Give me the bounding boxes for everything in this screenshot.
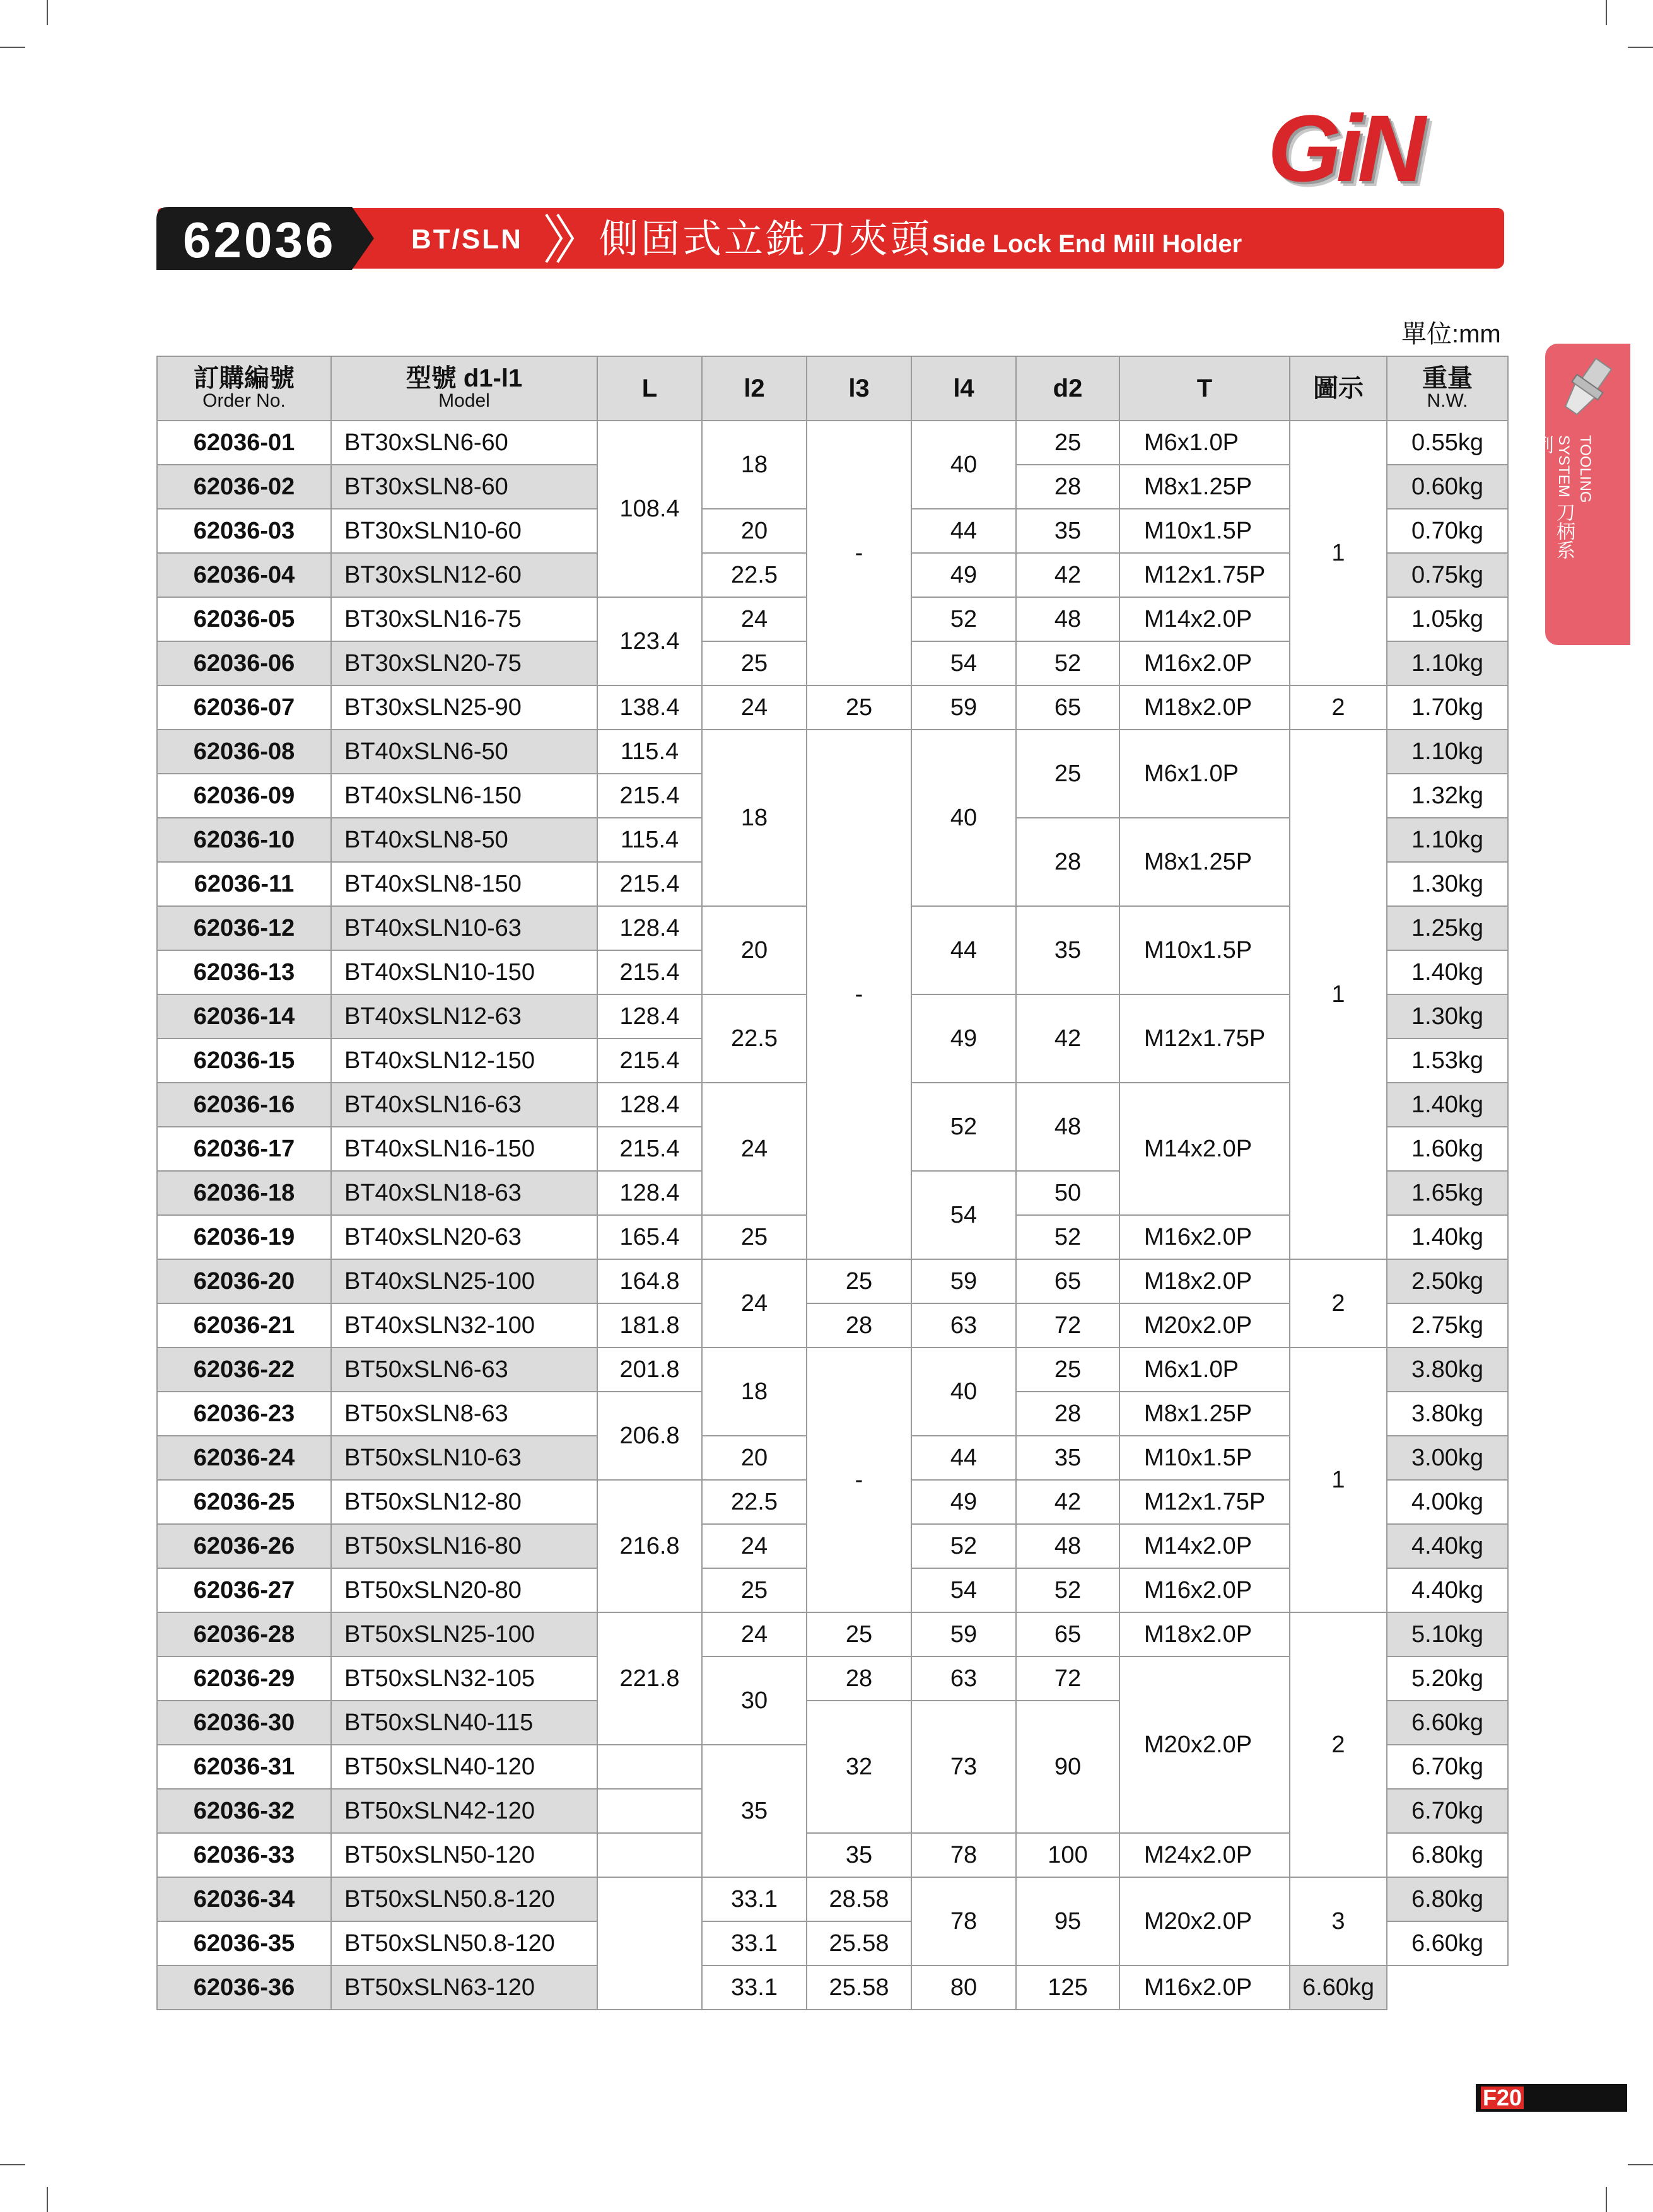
cell-l4: 52: [911, 597, 1016, 641]
cell-model: BT30xSLN8-60: [331, 465, 597, 509]
cell-model: BT50xSLN50-120: [331, 1833, 597, 1877]
cell-l4: 52: [911, 1524, 1016, 1568]
cell-weight: 6.60kg: [1387, 1921, 1508, 1965]
cell-l4: 54: [911, 1568, 1016, 1612]
cell-model: BT50xSLN8-63: [331, 1392, 597, 1436]
cell-l2: 18: [702, 730, 807, 906]
cell-d2: 25: [1016, 1348, 1119, 1392]
header-T: T: [1119, 356, 1290, 421]
cell-order-no: 62036-08: [157, 730, 331, 774]
cell-t: M16x2.0P: [1119, 1965, 1290, 2010]
cell-order-no: 62036-34: [157, 1877, 331, 1921]
table-row: [157, 1612, 1508, 1656]
header-l4: l4: [911, 356, 1016, 421]
cell-model: BT40xSLN6-150: [331, 774, 597, 818]
cell-l4: 63: [911, 1656, 1016, 1701]
cell-order-no: 62036-13: [157, 950, 331, 994]
cell-l4: 40: [911, 730, 1016, 906]
cell-weight: 6.60kg: [1290, 1965, 1387, 2010]
cell-l4: 63: [911, 1303, 1016, 1348]
cell-model: BT50xSLN6-63: [331, 1348, 597, 1392]
cell-l: [597, 1745, 702, 1789]
cell-l: [597, 1789, 702, 1833]
cell-l4: 44: [911, 906, 1016, 994]
cell-model: BT30xSLN20-75: [331, 641, 597, 685]
cell-weight: 1.30kg: [1387, 994, 1508, 1039]
product-series: BT/SLN: [411, 224, 523, 255]
cell-weight: 1.32kg: [1387, 774, 1508, 818]
cell-t: M8x1.25P: [1119, 818, 1290, 906]
cell-order-no: 62036-19: [157, 1215, 331, 1259]
cell-l: 128.4: [597, 1171, 702, 1215]
cell-l: 221.8: [597, 1612, 702, 1745]
cell-l4: 59: [911, 1259, 1016, 1303]
cell-l4: 59: [911, 685, 1016, 730]
tool-holder-icon: [1553, 352, 1622, 422]
cell-model: BT30xSLN12-60: [331, 553, 597, 597]
cell-order-no: 62036-25: [157, 1480, 331, 1524]
cell-t: M16x2.0P: [1119, 641, 1290, 685]
cell-t: M20x2.0P: [1119, 1877, 1290, 1965]
cell-weight: 6.60kg: [1387, 1701, 1508, 1745]
cell-order-no: 62036-27: [157, 1568, 331, 1612]
cell-d2: 28: [1016, 465, 1119, 509]
cell-l: 128.4: [597, 1083, 702, 1127]
cell-l2: 30: [702, 1656, 807, 1745]
cell-t: M12x1.75P: [1119, 553, 1290, 597]
cell-fig: 1: [1290, 730, 1387, 1259]
cell-order-no: 62036-02: [157, 465, 331, 509]
cell-d2: 90: [1016, 1701, 1119, 1833]
cell-l2: 24: [702, 1524, 807, 1568]
cell-d2: 52: [1016, 1568, 1119, 1612]
cell-d2: 28: [1016, 1392, 1119, 1436]
cell-l2: 22.5: [702, 1480, 807, 1524]
cell-weight: 6.70kg: [1387, 1789, 1508, 1833]
cell-l: 215.4: [597, 1039, 702, 1083]
cell-weight: 3.80kg: [1387, 1348, 1508, 1392]
cell-l2: 20: [702, 509, 807, 553]
page-number: F20: [1481, 2087, 1524, 2109]
cell-d2: 52: [1016, 641, 1119, 685]
header-d2: d2: [1016, 356, 1119, 421]
table-row: [157, 1877, 1508, 1921]
cell-model: BT50xSLN40-120: [331, 1745, 597, 1789]
cell-weight: 6.70kg: [1387, 1745, 1508, 1789]
cell-order-no: 62036-15: [157, 1039, 331, 1083]
table-header-row: [157, 356, 1508, 421]
cell-order-no: 62036-33: [157, 1833, 331, 1877]
cell-order-no: 62036-29: [157, 1656, 331, 1701]
cell-fig: 2: [1290, 685, 1387, 730]
cell-order-no: 62036-07: [157, 685, 331, 730]
cell-fig: 1: [1290, 1348, 1387, 1612]
side-tab-label: [1532, 435, 1596, 561]
table-row: [157, 685, 1508, 730]
cell-weight: 1.40kg: [1387, 1215, 1508, 1259]
cell-weight: 4.00kg: [1387, 1480, 1508, 1524]
side-tab-label-zh: 刀柄系列: [1532, 435, 1574, 560]
cell-model: BT40xSLN32-100: [331, 1303, 597, 1348]
cell-weight: 1.10kg: [1387, 641, 1508, 685]
cell-t: M16x2.0P: [1119, 1215, 1290, 1259]
cell-l3: 28: [807, 1656, 911, 1701]
cell-l: 181.8: [597, 1303, 702, 1348]
cell-model: BT40xSLN25-100: [331, 1259, 597, 1303]
cell-d2: 35: [1016, 509, 1119, 553]
cell-fig: 2: [1290, 1259, 1387, 1348]
cell-t: M18x2.0P: [1119, 1612, 1290, 1656]
table-row: [157, 1965, 1508, 2010]
cell-d2: 35: [1016, 1436, 1119, 1480]
cell-l4: 44: [911, 1436, 1016, 1480]
cell-model: BT50xSLN25-100: [331, 1612, 597, 1656]
cell-weight: 0.55kg: [1387, 421, 1508, 465]
cell-l2: 24: [702, 1612, 807, 1656]
cell-model: BT40xSLN6-50: [331, 730, 597, 774]
cell-l3: 25.58: [807, 1921, 911, 1965]
table-row: [157, 421, 1508, 465]
cell-model: BT50xSLN12-80: [331, 1480, 597, 1524]
cell-fig: 1: [1290, 421, 1387, 685]
product-title-zh: 側固式立銑刀夾頭: [599, 218, 933, 261]
cell-weight: 3.80kg: [1387, 1392, 1508, 1436]
cell-order-no: 62036-31: [157, 1745, 331, 1789]
cell-t: M14x2.0P: [1119, 1083, 1290, 1215]
cell-t: M14x2.0P: [1119, 597, 1290, 641]
cell-l3: 35: [807, 1833, 911, 1877]
cell-d2: 125: [1016, 1965, 1119, 2010]
cell-weight: 5.10kg: [1387, 1612, 1508, 1656]
cell-d2: 52: [1016, 1215, 1119, 1259]
cell-l3: 28.58: [807, 1877, 911, 1921]
table-row: [157, 730, 1508, 774]
cell-d2: 65: [1016, 1612, 1119, 1656]
cell-d2: 72: [1016, 1303, 1119, 1348]
cell-model: BT30xSLN16-75: [331, 597, 597, 641]
cell-l: 115.4: [597, 730, 702, 774]
crop-mark: [1628, 2164, 1653, 2165]
crop-mark: [0, 2164, 25, 2165]
cell-model: BT50xSLN20-80: [331, 1568, 597, 1612]
cell-l3: 25: [807, 685, 911, 730]
cell-t: M10x1.5P: [1119, 509, 1290, 553]
cell-order-no: 62036-22: [157, 1348, 331, 1392]
cell-order-no: 62036-18: [157, 1171, 331, 1215]
cell-l2: 25: [702, 1215, 807, 1259]
cell-l3: 32: [807, 1701, 911, 1833]
cell-fig: 2: [1290, 1612, 1387, 1877]
cell-weight: 1.53kg: [1387, 1039, 1508, 1083]
cell-l2: 33.1: [702, 1921, 807, 1965]
crop-mark: [1606, 2187, 1607, 2212]
cell-d2: 28: [1016, 818, 1119, 906]
cell-l: [597, 1877, 702, 2010]
cell-l2: 20: [702, 1436, 807, 1480]
cell-model: BT30xSLN6-60: [331, 421, 597, 465]
cell-l4: 54: [911, 1171, 1016, 1259]
header-model: 型號 d1-l1 Model: [331, 356, 597, 421]
cell-order-no: 62036-11: [157, 862, 331, 906]
crop-mark: [1628, 47, 1653, 48]
cell-l2: 24: [702, 1083, 807, 1215]
cell-weight: 6.80kg: [1387, 1877, 1508, 1921]
cell-model: BT40xSLN20-63: [331, 1215, 597, 1259]
cell-l4: 78: [911, 1877, 1016, 1965]
cell-l4: 54: [911, 641, 1016, 685]
cell-l3: 25: [807, 1259, 911, 1303]
cell-l2: 18: [702, 1348, 807, 1436]
cell-order-no: 62036-30: [157, 1701, 331, 1745]
cell-l2: 24: [702, 597, 807, 641]
cell-l: 123.4: [597, 597, 702, 685]
cell-model: BT50xSLN50.8-120: [331, 1877, 597, 1921]
cell-weight: 1.10kg: [1387, 818, 1508, 862]
cell-t: M10x1.5P: [1119, 906, 1290, 994]
brand-logo-text: GiN: [1268, 95, 1421, 201]
cell-order-no: 62036-06: [157, 641, 331, 685]
cell-t: M18x2.0P: [1119, 1259, 1290, 1303]
cell-order-no: 62036-21: [157, 1303, 331, 1348]
cell-order-no: 62036-16: [157, 1083, 331, 1127]
cell-order-no: 62036-04: [157, 553, 331, 597]
cell-l: 138.4: [597, 685, 702, 730]
cell-l: [597, 1833, 702, 1877]
cell-l4: 59: [911, 1612, 1016, 1656]
cell-d2: 65: [1016, 685, 1119, 730]
cell-l: 108.4: [597, 421, 702, 597]
cell-l4: 52: [911, 1083, 1016, 1171]
cell-l3: 28: [807, 1303, 911, 1348]
table-row: [157, 1259, 1508, 1303]
cell-order-no: 62036-17: [157, 1127, 331, 1171]
cell-model: BT40xSLN8-150: [331, 862, 597, 906]
cell-l2: 25: [702, 1568, 807, 1612]
cell-order-no: 62036-35: [157, 1921, 331, 1965]
cell-l: 128.4: [597, 994, 702, 1039]
cell-l4: 80: [911, 1965, 1016, 2010]
cell-weight: 1.30kg: [1387, 862, 1508, 906]
cell-l3: -: [807, 1348, 911, 1612]
cell-l4: 49: [911, 553, 1016, 597]
crop-mark: [0, 47, 25, 48]
cell-d2: 48: [1016, 597, 1119, 641]
cell-weight: 3.00kg: [1387, 1436, 1508, 1480]
unit-label: 單位:mm: [1401, 320, 1501, 348]
spec-table: [156, 356, 1509, 2010]
side-tab-label-en: TOOLING SYSTEM: [1555, 435, 1594, 503]
cell-model: BT40xSLN18-63: [331, 1171, 597, 1215]
cell-l2: 35: [702, 1745, 807, 1877]
crop-mark: [47, 2187, 48, 2212]
cell-l: 164.8: [597, 1259, 702, 1303]
cell-l2: 24: [702, 1259, 807, 1348]
cell-weight: 6.80kg: [1387, 1833, 1508, 1877]
cell-l4: 78: [911, 1833, 1016, 1877]
cell-model: BT40xSLN8-50: [331, 818, 597, 862]
header-figure: 圖示: [1290, 356, 1387, 421]
cell-l4: 44: [911, 509, 1016, 553]
cell-t: M8x1.25P: [1119, 465, 1290, 509]
cell-l3: 25: [807, 1612, 911, 1656]
cell-model: BT30xSLN10-60: [331, 509, 597, 553]
cell-weight: 1.40kg: [1387, 950, 1508, 994]
cell-weight: 1.10kg: [1387, 730, 1508, 774]
cell-model: BT50xSLN32-105: [331, 1656, 597, 1701]
cell-t: M6x1.0P: [1119, 421, 1290, 465]
cell-l2: 33.1: [702, 1965, 807, 2010]
cell-l2: 22.5: [702, 553, 807, 597]
cell-model: BT40xSLN10-63: [331, 906, 597, 950]
cell-l: 216.8: [597, 1480, 702, 1612]
crop-mark: [47, 0, 48, 25]
cell-model: BT40xSLN12-63: [331, 994, 597, 1039]
cell-t: M16x2.0P: [1119, 1568, 1290, 1612]
cell-weight: 1.60kg: [1387, 1127, 1508, 1171]
cell-t: M12x1.75P: [1119, 994, 1290, 1083]
cell-l2: 20: [702, 906, 807, 994]
chevron-right-icon: [542, 212, 580, 265]
cell-l2: 25: [702, 641, 807, 685]
cell-t: M8x1.25P: [1119, 1392, 1290, 1436]
cell-t: M24x2.0P: [1119, 1833, 1290, 1877]
brand-logo: [1268, 95, 1507, 201]
cell-order-no: 62036-12: [157, 906, 331, 950]
cell-l: 215.4: [597, 862, 702, 906]
cell-t: M20x2.0P: [1119, 1656, 1290, 1833]
cell-model: BT40xSLN12-150: [331, 1039, 597, 1083]
cell-l3: -: [807, 421, 911, 685]
cell-l4: 40: [911, 421, 1016, 509]
cell-weight: 0.75kg: [1387, 553, 1508, 597]
cell-l: 165.4: [597, 1215, 702, 1259]
crop-mark: [1606, 0, 1607, 25]
cell-weight: 1.40kg: [1387, 1083, 1508, 1127]
cell-order-no: 62036-01: [157, 421, 331, 465]
cell-d2: 100: [1016, 1833, 1119, 1877]
cell-model: BT50xSLN10-63: [331, 1436, 597, 1480]
cell-order-no: 62036-26: [157, 1524, 331, 1568]
cell-t: M18x2.0P: [1119, 685, 1290, 730]
cell-model: BT40xSLN16-150: [331, 1127, 597, 1171]
cell-d2: 65: [1016, 1259, 1119, 1303]
cell-d2: 42: [1016, 1480, 1119, 1524]
cell-weight: 1.65kg: [1387, 1171, 1508, 1215]
cell-order-no: 62036-32: [157, 1789, 331, 1833]
cell-model: BT50xSLN50.8-120: [331, 1921, 597, 1965]
cell-order-no: 62036-09: [157, 774, 331, 818]
header-weight: 重量 N.W.: [1387, 356, 1508, 421]
cell-l3: 25.58: [807, 1965, 911, 2010]
cell-d2: 35: [1016, 906, 1119, 994]
cell-l: 215.4: [597, 1127, 702, 1171]
header-L: L: [597, 356, 702, 421]
cell-t: M6x1.0P: [1119, 1348, 1290, 1392]
cell-t: M14x2.0P: [1119, 1524, 1290, 1568]
cell-order-no: 62036-36: [157, 1965, 331, 2010]
cell-order-no: 62036-05: [157, 597, 331, 641]
header-l3: l3: [807, 356, 911, 421]
cell-order-no: 62036-23: [157, 1392, 331, 1436]
cell-l3: -: [807, 730, 911, 1259]
cell-order-no: 62036-28: [157, 1612, 331, 1656]
cell-weight: 0.60kg: [1387, 465, 1508, 509]
cell-weight: 4.40kg: [1387, 1524, 1508, 1568]
cell-model: BT50xSLN63-120: [331, 1965, 597, 2010]
cell-model: BT50xSLN40-115: [331, 1701, 597, 1745]
cell-order-no: 62036-10: [157, 818, 331, 862]
cell-model: BT50xSLN42-120: [331, 1789, 597, 1833]
cell-l2: 24: [702, 685, 807, 730]
cell-model: BT50xSLN16-80: [331, 1524, 597, 1568]
cell-l: 206.8: [597, 1392, 702, 1480]
cell-l4: 73: [911, 1701, 1016, 1833]
cell-d2: 25: [1016, 730, 1119, 818]
product-title-en: Side Lock End Mill Holder: [932, 230, 1242, 258]
cell-fig: 3: [1290, 1877, 1387, 1965]
cell-l2: 22.5: [702, 994, 807, 1083]
cell-d2: 72: [1016, 1656, 1119, 1701]
cell-l: 201.8: [597, 1348, 702, 1392]
cell-d2: 42: [1016, 994, 1119, 1083]
cell-weight: 2.75kg: [1387, 1303, 1508, 1348]
cell-d2: 50: [1016, 1171, 1119, 1215]
cell-l: 128.4: [597, 906, 702, 950]
cell-weight: 1.70kg: [1387, 685, 1508, 730]
cell-d2: 25: [1016, 421, 1119, 465]
cell-order-no: 62036-20: [157, 1259, 331, 1303]
cell-l4: 49: [911, 1480, 1016, 1524]
cell-t: M6x1.0P: [1119, 730, 1290, 818]
cell-model: BT40xSLN10-150: [331, 950, 597, 994]
cell-l: 115.4: [597, 818, 702, 862]
cell-model: BT40xSLN16-63: [331, 1083, 597, 1127]
cell-l: 215.4: [597, 774, 702, 818]
cell-weight: 4.40kg: [1387, 1568, 1508, 1612]
cell-order-no: 62036-24: [157, 1436, 331, 1480]
cell-d2: 42: [1016, 553, 1119, 597]
cell-order-no: 62036-03: [157, 509, 331, 553]
cell-d2: 48: [1016, 1524, 1119, 1568]
cell-l2: 33.1: [702, 1877, 807, 1921]
cell-weight: 0.70kg: [1387, 509, 1508, 553]
cell-d2: 48: [1016, 1083, 1119, 1171]
cell-weight: 1.05kg: [1387, 597, 1508, 641]
cell-l4: 40: [911, 1348, 1016, 1436]
cell-weight: 1.25kg: [1387, 906, 1508, 950]
cell-weight: 2.50kg: [1387, 1259, 1508, 1303]
table-row: [157, 1348, 1508, 1392]
cell-model: BT30xSLN25-90: [331, 685, 597, 730]
header-order-no: 訂購編號 Order No.: [157, 356, 331, 421]
cell-d2: 95: [1016, 1877, 1119, 1965]
cell-l2: 18: [702, 421, 807, 509]
cell-t: M12x1.75P: [1119, 1480, 1290, 1524]
table-body: [157, 421, 1508, 2010]
cell-weight: 5.20kg: [1387, 1656, 1508, 1701]
cell-t: M20x2.0P: [1119, 1303, 1290, 1348]
product-number: 62036: [183, 212, 336, 268]
cell-order-no: 62036-14: [157, 994, 331, 1039]
product-title: [599, 214, 1242, 269]
cell-l4: 49: [911, 994, 1016, 1083]
cell-l: 215.4: [597, 950, 702, 994]
cell-t: M10x1.5P: [1119, 1436, 1290, 1480]
header-l2: l2: [702, 356, 807, 421]
